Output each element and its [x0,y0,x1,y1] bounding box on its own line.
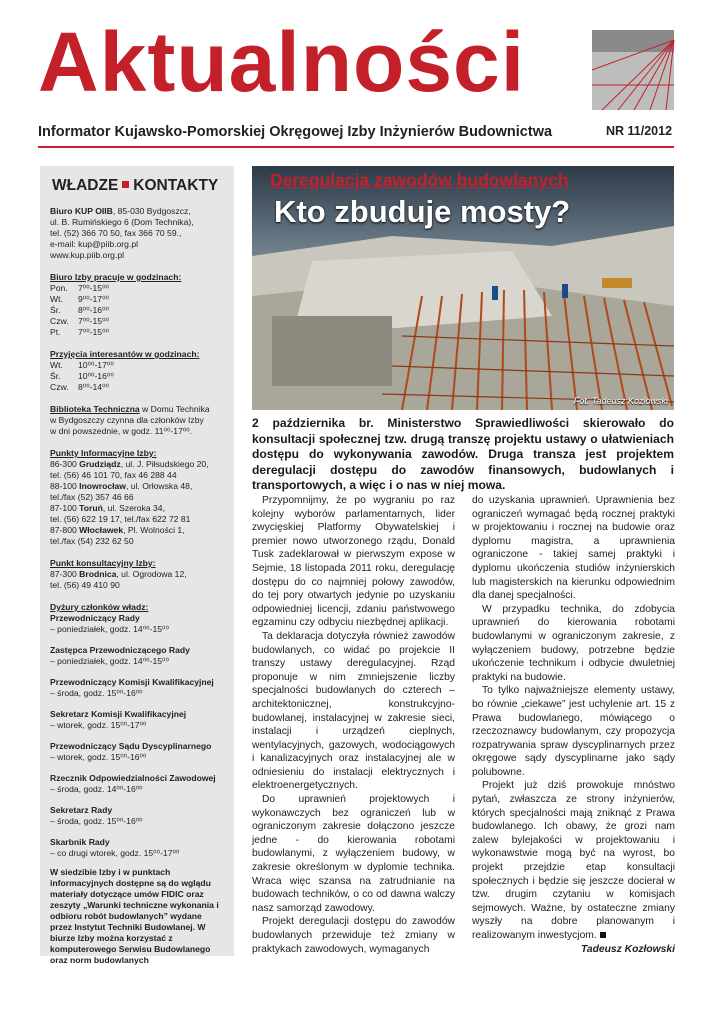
hours-day: Czw. [50,316,69,326]
info-point-text: tel. (56) 622 19 17, tel./fax 622 72 81 [50,514,191,524]
duty-role: Skarbnik Rady [50,837,110,847]
info-point-line [50,492,226,503]
hours-day: Śr. [50,305,61,315]
hours-day: Wt. [50,294,63,304]
hours-row [50,283,226,294]
duty-time: – środa, godz. 15⁰⁰-16⁰⁰ [50,816,143,826]
library-hours: w dni powszednie, w godz. 11⁰⁰-17⁰⁰. [50,426,193,436]
duty-role: Sekretarz Rady [50,805,113,815]
duty-time: – środa, godz. 15⁰⁰-16⁰⁰ [50,688,143,698]
info-point-text: tel./fax (52) 357 46 66 [50,492,134,502]
hours-time: 7⁰⁰-15⁰⁰ [78,283,109,293]
visitor-day: Wt. [50,360,63,370]
info-point-text: 86-300 [50,459,80,469]
office-email[interactable]: e-mail: kup@piib.org.pl [50,239,139,249]
duty-item [50,773,226,795]
article-paragraph: do uzyskania uprawnień. Uprawnienia bez ograniczeń wymagać będą rocznej praktyki w projektowaniu i rocznej na budowie oraz dyplomu magistra, a uprawnienia ograniczone - takiej samej praktyki i dyplomu ukończenia studiów inżynierskich lub magisterskich na kierunku odpowiednim dla danej specjalności. [472,495,675,602]
office-address: , 85-030 Bydgoszcz, [112,206,191,216]
hours-row [50,316,226,327]
article-headline: Kto zbuduje mosty? [274,194,571,229]
office-name: Biuro KUP OIIB [50,206,113,216]
duty-role: Zastępca Przewodniczącego Rady [50,645,190,655]
contacts-sidebar [40,166,234,965]
info-point-text: 88-100 [50,481,80,491]
article-column-2 [472,494,675,956]
article-paragraph: W przypadku technika, do zdobycia uprawnień do kierowania robotami budowlanymi w ograniczonym zakresie, z wyłączeniem budowy, potrzebne będzie ukończenie technikum i odbycie dwuletniej praktyki na budowie. [472,603,675,683]
hours-time: 8⁰⁰-16⁰⁰ [78,305,109,315]
info-point-city: Toruń [79,503,103,513]
info-point-line [50,481,226,492]
duty-time: – wtorek, godz. 15⁰⁰-16⁰⁰ [50,752,147,762]
hours-day: Pon. [50,283,68,293]
consult-text: , ul. Ogrodowa 12, [116,569,187,579]
info-point-line [50,536,226,547]
duty-time: – co drugi wtorek, godz. 15⁰⁰-17⁰⁰ [50,848,180,858]
info-point-line [50,503,226,514]
visitor-row [50,360,226,371]
photo-credit: Fot. Tadeusz Kozłowski [573,396,668,406]
duty-item [50,613,226,635]
info-point-text: tel./fax (54) 232 62 50 [50,536,134,546]
sidebar-title [52,176,226,196]
article-kicker: Deregulacja zawodów budowlanych [270,170,569,190]
masthead-title: Aktualności [38,15,526,109]
office-website[interactable]: www.kup.piib.org.pl [50,250,125,260]
red-square-icon [122,181,129,188]
sidebar-title-right: KONTAKTY [133,177,219,194]
visitor-row [50,382,226,393]
info-point-line [50,470,226,481]
duty-role: Rzecznik Odpowiedzialności Zawodowej [50,773,216,783]
office-street: ul. B. Rumińskiego 6 (Dom Technika), [50,217,194,227]
info-point-text: , ul. Szeroka 34, [102,503,165,513]
duty-role: Sekretarz Komisji Kwalifikacyjnej [50,709,187,719]
duty-item [50,741,226,763]
library-text: w Bydgoszczy czynna dla członków Izby [50,415,204,425]
consult-phone: tel. (56) 49 410 90 [50,580,120,590]
article-column-1 [252,494,455,956]
info-point-line [50,525,226,536]
office-hours [50,272,226,338]
info-point-text: 87-800 [50,525,80,535]
article-paragraph: Przypomnijmy, że po wygraniu po raz kolejny wyborów parlamentarnych, lider zwycięskiej Platformy Obywatelskiej i premier nowo utworzonego rządu, Donald Tusk zadeklarował w pierwszym expose w Sejmie, 18 listopada 2011 roku, deregulację dostępu do co najmniej połowy zawodów, do tej pory otwartych jedynie po uzyskaniu odpowiedniej licencji, zdaniu państwowego egzaminu czy odbyciu niezbędnej aplikacji. [252,495,455,629]
article-lead: 2 października br. Ministerstwo Sprawiedliwości skierowało do konsultacji społecznej tzw. drugą transzę projektu ustawy o ułatwieniach dostępu do wykonywania zawodów. Druga transza jest projektem deregulacji dostępu do zawodów finansowych, budowlanych i transportowych, a więc i o nas w niej mowa. [252,416,674,492]
consult-city: Brodnica [79,569,117,579]
hours-row [50,327,226,338]
hours-time: 7⁰⁰-15⁰⁰ [78,316,109,326]
article-paragraph: Do uprawnień projektowych i wykonawczych bez ograniczeń lub w ograniczonym zakresie dołączono jeszcze jedne - do kierowania robotami budowlanymi, z wyłączeniem budowy, w zakresie określonym w dyplomie technika. Wraca więc szansa na zatrudnianie na budowach techników, o co od dawna walczy nasz samorząd zawodowy. [252,794,455,914]
visitor-time: 8⁰⁰-14⁰⁰ [78,382,109,392]
hours-row [50,305,226,316]
duty-item [50,677,226,699]
library-text: w Domu Technika [139,404,210,414]
hours-day: Pt. [50,327,61,337]
article-paragraph: To tylko najważniejsze elementy ustawy, bo równie „ciekawe” jest uchylenie art. 15 z Prawa budowlanego, mówiącego o rzeczoznawcy budowlanym, czy propozycja rozpatrywania spraw dyscyplinarnych przez okręgowe sądy dyscyplinarne jako sądy polubowne. [472,685,675,778]
article-author: Tadeusz Kozłowski [580,943,675,955]
info-point-text: , Pl. Wolności 1, [123,525,185,535]
visitor-hours [50,349,226,393]
visitor-hours-heading: Przyjęcia interesantów w godzinach: [50,349,200,359]
duty-heading: Dyżury członków władz: [50,602,149,612]
info-points-heading: Punkty Informacyjne Izby: [50,448,157,458]
info-point-text: , ul. Orłowska 48, [125,481,193,491]
info-point-city: Grudziądz [79,459,121,469]
info-point-line [50,514,226,525]
header-divider [38,146,674,148]
article-paragraph: Projekt deregulacji dostępu do zawodów budowlanych przewiduje też zmiany w praktykach zawodowych, wymaganych [252,916,455,955]
hours-time: 9⁰⁰-17⁰⁰ [78,294,109,304]
consult-text: 87-300 [50,569,80,579]
duty-item [50,709,226,731]
issue-number: NR 11/2012 [606,124,673,138]
duty-item [50,645,226,667]
visitor-time: 10⁰⁰-17⁰⁰ [78,360,114,370]
article-paragraph-text: Projekt już dziś prowokuje mnóstwo pytań, zwłaszcza ze strony inżynierów, których specjalności mają zniknąć z Prawa budowlanego. Ich obawy, że grozi nam zalew bylejakości w projektowaniu i wykonawstwie mogą być na wyrost, bo projekt przejdzie etap konsultacji społecznych i będzie się jeszcze docierał w tzw. drugim czytaniu w komisjach sejmowych. Ważne, by ostateczne zmiany wyszły na dobre planowanym i realizowanym inwestycjom. [472,780,675,941]
article-paragraph-last [472,779,675,942]
info-point-city: Włocławek [79,525,124,535]
info-point-text: , ul. J. Piłsudskiego 20, [120,459,209,469]
visitor-day: Śr. [50,371,61,381]
bridge-logo-icon [592,30,674,110]
office-hours-heading: Biuro Izby pracuje w godzinach: [50,272,182,282]
visitor-row [50,371,226,382]
hero-photo [252,166,674,410]
duty-role: Przewodniczący Sądu Dyscyplinarnego [50,741,212,751]
library-info [50,404,226,437]
duty-role: Przewodniczący Rady [50,613,140,623]
info-point-city: Inowrocław [79,481,126,491]
duty-time: – wtorek, godz. 15⁰⁰-17⁰⁰ [50,720,147,730]
duty-time: – poniedziałek, godz. 14⁰⁰-15⁰⁰ [50,656,169,666]
library-heading: Biblioteka Techniczna [50,404,140,414]
hours-time: 7⁰⁰-15⁰⁰ [78,327,109,337]
info-points [50,448,226,547]
info-point-text: tel. (56) 46 101 70, fax 46 288 44 [50,470,177,480]
info-point-line [50,459,226,470]
duty-item [50,805,226,827]
duty-role: Przewodniczący Komisji Kwalifikacyjnej [50,677,214,687]
duty-time: – poniedziałek, godz. 14⁰⁰-15⁰⁰ [50,624,169,634]
end-mark-icon [600,932,606,938]
office-phone: tel. (52) 366 70 50, fax 366 70 59., [50,228,182,238]
visitor-day: Czw. [50,382,69,392]
visitor-time: 10⁰⁰-16⁰⁰ [78,371,114,381]
duty-time: – środa, godz. 14⁰⁰-16⁰⁰ [50,784,143,794]
publication-subtitle: Informator Kujawsko-Pomorskiej Okręgowej Izby Inżynierów Budownictwa [38,124,553,140]
sidebar-title-left: WŁADZE [52,177,119,194]
consult-heading: Punkt konsultacyjny Izby: [50,558,156,568]
info-point-text: 87-100 [50,503,80,513]
duty-hours [50,602,226,859]
article-paragraph: Ta deklaracja dotyczyła również zawodów budowlanych, co widać po projekcie II transzy ustawy deregulacyjnej. Rząd proponuje w nim zmniejszenie liczby specjalności budowlanych do czterech – architektonicznej, konstrukcyjno-budowlanej, instalacyjnej w zakresie sieci, instalacji i urządzeń cieplnych, wentylacyjnych, gazowych, wodociągowych i kanalizacyjnych oraz instalacyjnej ale w odniesieniu do instalacji elektrycznych i elektroenergetycznych. [252,630,455,792]
hours-row [50,294,226,305]
sidebar-note: W siedzibie Izby i w punktach informacyjnych dostępne są do wglądu materiały dotyczące umów FIDIC oraz zeszyty „Warunki techniczne wykonania i odbioru robót budowlanych” wydane przez Instytut Techniki Budowlanej. W biurze Izby można korzystać z komputerowego Serwisu Budowlanego oraz norm budowlanych [50,867,219,965]
consult-point [50,558,226,591]
duty-item [50,837,226,859]
office-contact [50,206,226,261]
